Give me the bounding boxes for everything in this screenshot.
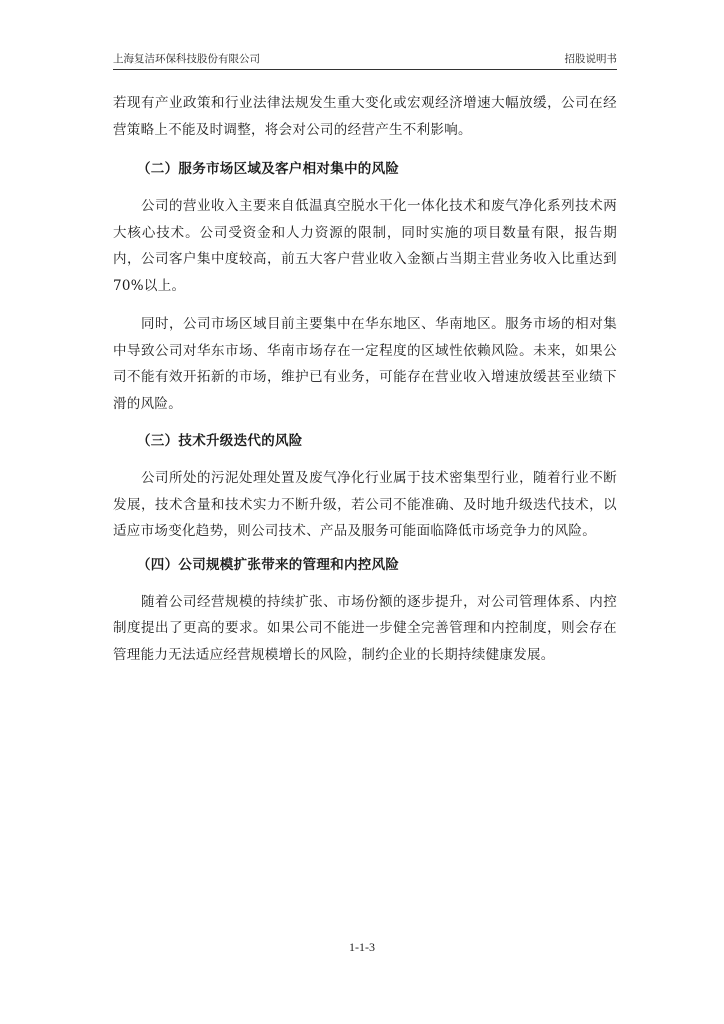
section-paragraph: 公司的营业收入主要来自低温真空脱水干化一体化技术和废气净化系列技术两大核心技术。公司受资金和人力资源的限制，同时实施的项目数量有限，报告期内，公司客户集中度较高，前五大客户营业收入金额占当期主营业务收入比重达到 70%以上。 [113,198,617,294]
intro-paragraph: 若现有产业政策和行业法律法规发生重大变化或宏观经济增速大幅放缓，公司在经营策略上不能及时调整，将会对公司的经营产生不利影响。 [113,95,617,138]
header-company-name: 上海复洁环保科技股份有限公司 [113,53,260,65]
section-paragraph: 随着公司经营规模的持续扩张、市场份额的逐步提升，对公司管理体系、内控制度提出了更高的要求。如果公司不能进一步健全完善管理和内控制度，则会存在管理能力无法适应经营规模增长的风险，制约企业的长期持续健康发展。 [113,593,617,663]
section-heading-customer-concentration: （二）服务市场区域及客户相对集中的风险 [137,161,400,177]
section-paragraph: 公司所处的污泥处理处置及废气净化行业属于技术密集型行业，随着行业不断发展，技术含量和技术实力不断升级，若公司不能准确、及时地升级迭代技术，以适应市场变化趋势，则公司技术、产品及服务可能面临降低市场竞争力的风险。 [113,470,617,539]
section-paragraph: 同时，公司市场区域目前主要集中在华东地区、华南地区。服务市场的相对集中导致公司对华东市场、华南市场存在一定程度的区域性依赖风险。未来，如果公司不能有效开拓新的市场，维护已有业务，可能存在营业收入增速放缓甚至业绩下滑的风险。 [113,316,617,412]
page-header [113,47,617,70]
section-heading-tech-iteration: （三）技术升级迭代的风险 [137,433,303,449]
section-heading-management-risk: （四）公司规模扩张带来的管理和内控风险 [137,556,400,573]
document-body [113,90,617,668]
page-number: 1-1-3 [349,940,375,954]
header-document-type: 招股说明书 [564,53,617,65]
